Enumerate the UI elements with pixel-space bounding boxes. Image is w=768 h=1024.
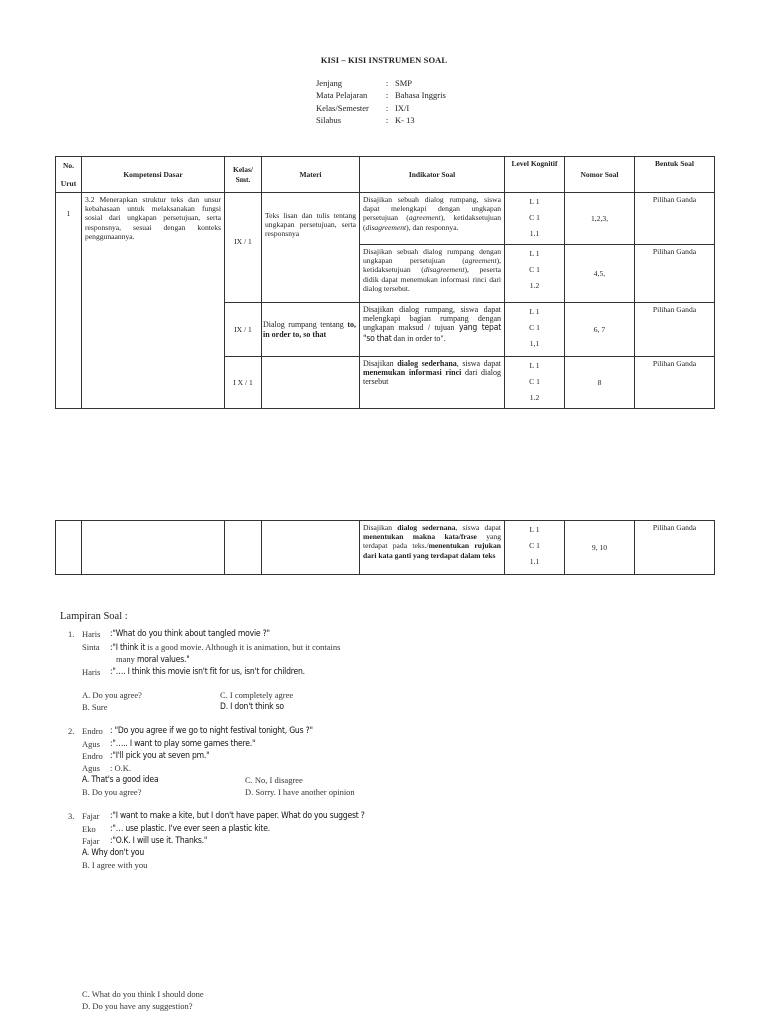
header-bentuk: Bentuk Soal [635,157,715,193]
row-number: 1 [56,193,82,409]
question-number: 2. [68,726,75,736]
bentuk-cell: Pilihan Ganda [635,521,715,575]
speaker-label: Agus [82,739,100,749]
materi-cell [262,521,360,575]
table-row [56,193,715,245]
option-a: A. That's a good idea [82,775,159,785]
row-number [56,521,82,575]
meta-row-mapel: Mata Pelajaran : Bahasa Inggris [316,90,446,101]
header-level: Level Kognitif [505,157,565,193]
indikator-cell: Disajikan dialog sedernana, siswa dapat menentukan makna kata/frase yang terdapat pada teks./menentukan rujukan dari kata ganti yang terdapat dalam teks [360,521,505,575]
document-title: KISI – KISI INSTRUMEN SOAL [320,55,448,65]
materi-cell [262,357,360,409]
kelas-cell: IX / 1 [225,303,262,357]
kompetensi-dasar [82,521,225,575]
option-b: B. Sure [82,702,108,712]
level-cell: L 1 C 1 1.2 [505,357,565,409]
level-cell: L 1 C 1 1.1 [505,521,565,575]
dialog-line: :"….. I want to play some games there." [110,739,256,749]
nomor-cell: 8 [565,357,635,409]
indikator-cell: Disajikan dialog sederhana, siswa dapat menemukan informasi rinci dari dialog tersebut [360,357,505,409]
dialog-line: :"O.K. I will use it. Thanks." [110,836,208,846]
speaker-label: Eko [82,824,96,834]
option-c: C. What do you think I should done [82,989,204,999]
option-a: A. Why don't you [82,848,145,858]
kompetensi-dasar: 3.2 Menerapkan struktur teks dan unsur kebahasaan untuk melaksanakan fungsi sosial dari ungkapan persetujuan, serta responsnya, sesuai dengan konteks penggunaannya. [82,193,225,409]
meta-row-jenjang: Jenjang : SMP [316,78,413,88]
kisi-table [55,156,715,409]
header-kelas: Kelas/ Smt. [225,157,262,193]
bentuk-cell: Pilihan Ganda [635,245,715,303]
dialog-line: :"I think it is a good movie. Although it is animation, but it contains [110,642,341,653]
option-d: D. I don't think so [220,702,284,712]
nomor-cell: 9, 10 [565,521,635,575]
bentuk-cell: Pilihan Ganda [635,303,715,357]
kisi-table-continued [55,520,715,575]
option-c: C. I completely agree [220,690,294,700]
dialog-line: :"I want to make a kite, but I don't have paper. What do you suggest ? [110,811,365,821]
header-indikator: Indikator Soal [360,157,505,193]
nomor-cell: 6, 7 [565,303,635,357]
level-cell: L 1 C 1 1.1 [505,193,565,245]
question-number: 3. [68,811,75,821]
header-nomor: Nomor Soal [565,157,635,193]
option-b: B. Do you agree? [82,787,142,797]
header-no: No. Urut [56,157,82,193]
dialog-line: : "Do you agree if we go to night festival tonight, Gus ?" [110,726,313,736]
kelas-cell [225,521,262,575]
header-kd: Kompetensi Dasar [82,157,225,193]
option-a: A. Do you agree? [82,690,142,700]
speaker-label: Haris [82,629,101,639]
nomor-cell: 1,2,3, [565,193,635,245]
lampiran-heading: Lampiran Soal : [60,611,128,622]
kelas-cell: I X / 1 [225,357,262,409]
nomor-cell: 4,5, [565,245,635,303]
indikator-cell: Disajikan sebuah dialog rumpang dengan ungkapan persetujuan (agreement), ketidaksetujuan (disagreement), peserta didik dapat menemukan informasi rinci dari dialog tersebut. [360,245,505,303]
meta-block [316,77,446,126]
table-header-row [56,157,715,193]
option-c: C. No, I disagree [245,775,303,785]
speaker-label: Endro [82,726,103,736]
dialog-line: :"I'll pick you at seven pm." [110,751,210,761]
speaker-label: Sinta [82,642,100,652]
level-cell: L 1 C 1 1,1 [505,303,565,357]
indikator-cell: Disajikan sebuah dialog rumpang, siswa dapat melengkapi dengan ungkapan persetujuan (agreement), ketidaksetujuan (disagreement), dan responnya. [360,193,505,245]
table-row [56,521,715,575]
dialog-line: : O.K. [110,763,132,773]
bentuk-cell: Pilihan Ganda [635,357,715,409]
speaker-label: Fajar [82,811,100,821]
materi-cell: Teks lisan dan tulis tentang ungkapan persetujuan, serta responsnya [262,193,360,303]
question-number: 1. [68,629,75,639]
dialog-line: :"What do you think about tangled movie ?" [110,629,270,639]
option-d: D. Do you have any suggestion? [82,1001,193,1011]
dialog-line: :"…. I think this movie isn't fit for us, isn't for children. [110,667,305,677]
bentuk-cell: Pilihan Ganda [635,193,715,245]
speaker-label: Haris [82,667,101,677]
speaker-label: Agus [82,763,100,773]
dialog-line: many moral values." [116,654,190,665]
speaker-label: Endro [82,751,103,761]
option-b: B. I agree with you [82,860,148,870]
meta-row-silabus: Silabus : K- 13 [316,114,415,125]
option-d: D. Sorry. I have another opinion [245,787,355,797]
level-cell: L 1 C 1 1.2 [505,245,565,303]
speaker-label: Fajar [82,836,100,846]
header-materi: Materi [262,157,360,193]
indikator-cell: Disajikan dialog rumpang, siswa dapat melengkapi bagian rumpang dengan ungkapan maksud / tujuan yang tepat "so that dan in order to". [360,303,505,357]
dialog-line: :"… use plastic. I've ever seen a plastic kite. [110,824,270,834]
kelas-cell: IX / 1 [225,193,262,303]
meta-row-kelas: Kelas/Semester : IX/I [316,102,410,113]
materi-cell: Dialog rumpang tentang to, in order to, so that [262,303,360,357]
